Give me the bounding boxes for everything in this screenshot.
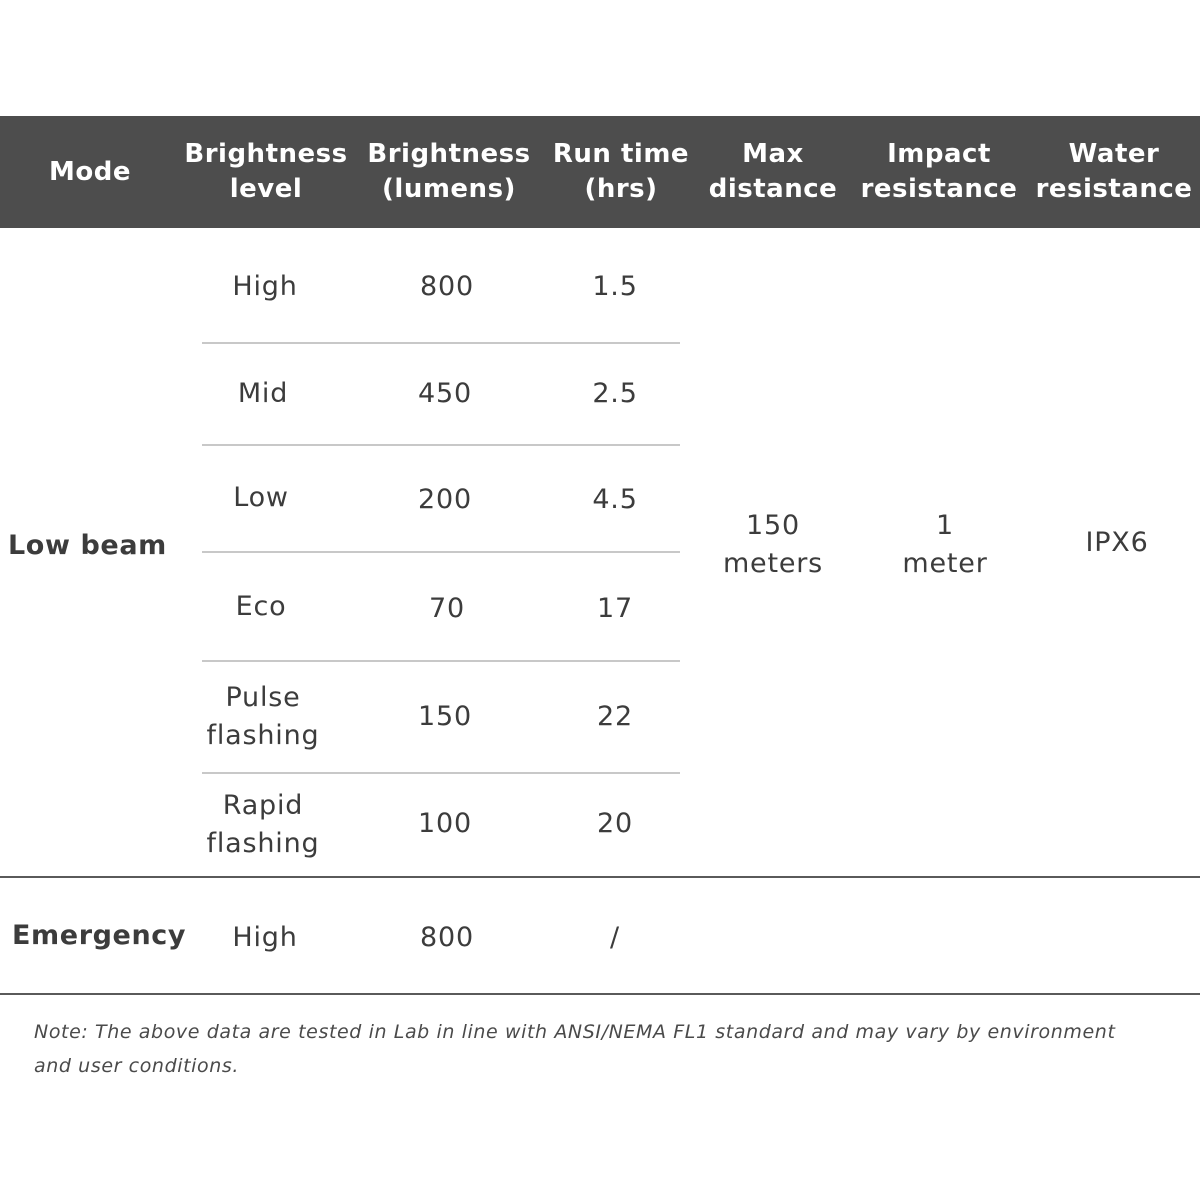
table-cell-lumens xyxy=(362,260,532,314)
cell-text: 450 xyxy=(418,378,472,409)
footnote-line: and user conditions. xyxy=(34,1055,240,1077)
header-line: Run time xyxy=(552,139,690,169)
table-cell-max-distance xyxy=(700,505,846,585)
cell-text: 20 xyxy=(597,808,633,839)
table-cell-lumens xyxy=(360,473,530,527)
header-brightness-level xyxy=(180,116,352,228)
footnote-line: Note: The above data are tested in Lab in line with ANSI/NEMA FL1 standard and may vary by environment xyxy=(34,1021,1116,1043)
cell-text: IPX6 xyxy=(1085,527,1149,558)
cell-text: 800 xyxy=(420,271,474,302)
table-cell-lumens xyxy=(360,690,530,744)
row-divider xyxy=(202,772,680,774)
table-cell-run-time xyxy=(540,690,690,744)
cell-line: 150 xyxy=(746,510,800,541)
header-line: Brightness xyxy=(184,139,348,169)
cell-line: Pulse xyxy=(225,682,301,713)
table-cell-run-time xyxy=(540,911,690,965)
header-line: Max xyxy=(742,139,804,169)
table-cell-level xyxy=(178,367,348,421)
mode-emergency xyxy=(12,910,202,962)
cell-text: High xyxy=(232,271,298,302)
table-cell-lumens xyxy=(360,367,530,421)
table-cell-run-time xyxy=(540,260,690,314)
header-mode-label: Mode xyxy=(49,156,131,187)
table-cell-run-time xyxy=(540,582,690,636)
cell-line: meters xyxy=(722,548,824,579)
cell-text: 800 xyxy=(420,922,474,953)
cell-text: 70 xyxy=(429,593,465,624)
cell-line: 1 xyxy=(936,510,954,541)
header-mode xyxy=(0,116,180,228)
header-max-distance xyxy=(700,116,846,228)
cell-line: Rapid xyxy=(222,790,304,821)
cell-text: 4.5 xyxy=(592,484,638,515)
header-line: Water xyxy=(1068,139,1160,169)
table-cell-lumens xyxy=(360,797,530,851)
header-line: level xyxy=(229,174,303,204)
cell-text: 22 xyxy=(597,701,633,732)
cell-line: flashing xyxy=(206,720,320,751)
header-line: (lumens) xyxy=(382,174,516,204)
mode-low-beam-label: Low beam xyxy=(8,530,167,561)
header-impact-resistance xyxy=(862,116,1016,228)
header-line: (hrs) xyxy=(584,174,658,204)
cell-text: High xyxy=(232,922,298,953)
table-cell-level xyxy=(178,786,348,864)
table-cell-level xyxy=(176,580,346,634)
row-divider xyxy=(202,660,680,662)
table-cell-level xyxy=(180,911,350,965)
header-line: Brightness xyxy=(367,139,531,169)
cell-text: 200 xyxy=(418,484,472,515)
header-water-resistance xyxy=(1030,116,1198,228)
cell-text: / xyxy=(610,922,620,953)
mode-emergency-label: Emergency xyxy=(12,920,187,951)
row-divider xyxy=(202,444,680,446)
table-cell-lumens xyxy=(362,911,532,965)
cell-text: 1.5 xyxy=(592,271,638,302)
table-cell-level xyxy=(178,678,348,756)
header-line: Impact xyxy=(887,139,991,169)
mode-low-beam xyxy=(8,520,188,572)
cell-line: meter xyxy=(902,548,988,579)
table-cell-lumens xyxy=(362,582,532,636)
header-run-time xyxy=(546,116,696,228)
table-cell-run-time xyxy=(540,797,690,851)
cell-text: Eco xyxy=(235,591,287,622)
section-divider xyxy=(0,876,1200,878)
table-cell-impact-resistance xyxy=(868,505,1022,585)
cell-text: 17 xyxy=(597,593,633,624)
header-line: distance xyxy=(708,174,838,204)
cell-text: Mid xyxy=(237,378,289,409)
table-cell-water-resistance xyxy=(1034,516,1200,570)
header-brightness-lumens xyxy=(362,116,536,228)
table-cell-run-time xyxy=(540,367,690,421)
table-cell-level xyxy=(180,260,350,314)
header-line: resistance xyxy=(860,174,1018,204)
cell-text: 100 xyxy=(418,808,472,839)
cell-text: 2.5 xyxy=(592,378,638,409)
table-cell-level xyxy=(176,471,346,525)
table-cell-run-time xyxy=(540,473,690,527)
header-line: resistance xyxy=(1035,174,1193,204)
table-bottom-border xyxy=(0,993,1200,995)
row-divider xyxy=(202,342,680,344)
cell-text: Low xyxy=(233,482,289,513)
cell-text: 150 xyxy=(418,701,472,732)
footnote xyxy=(34,1015,1174,1083)
cell-line: flashing xyxy=(206,828,320,859)
row-divider xyxy=(202,551,680,553)
